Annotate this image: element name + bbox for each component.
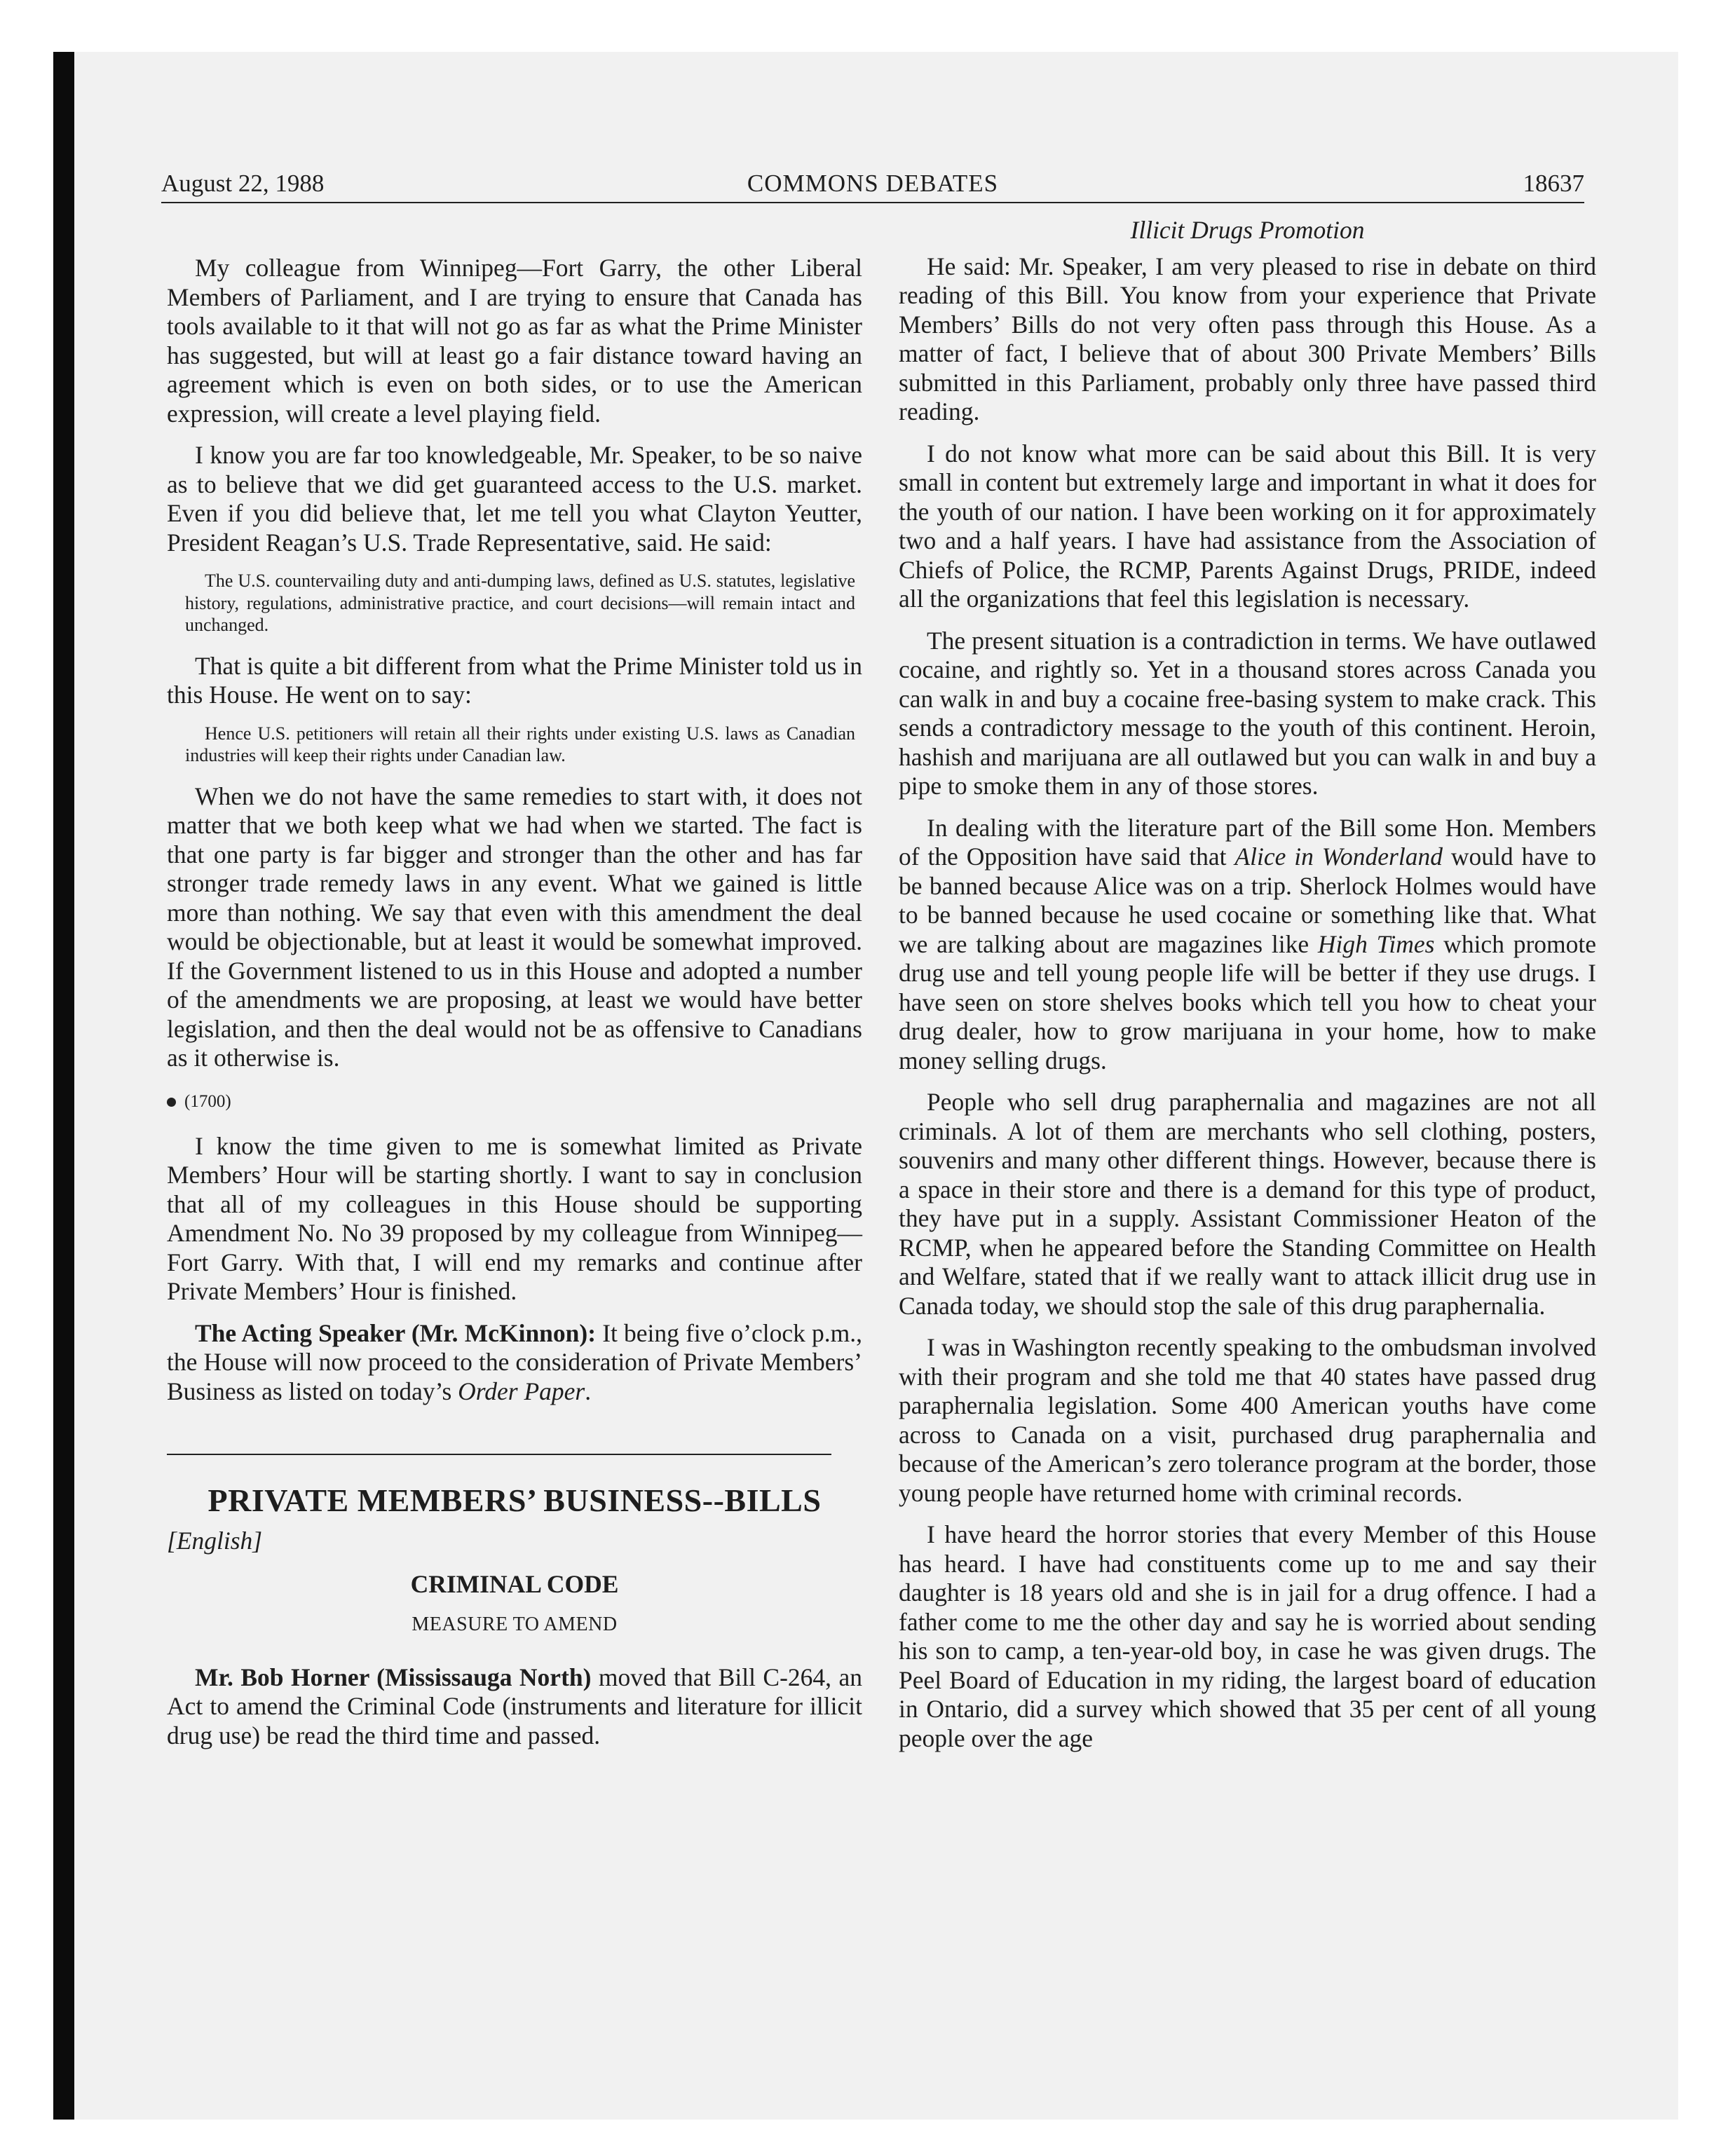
section-divider — [167, 1454, 831, 1455]
language-tag: [English] — [167, 1527, 263, 1555]
paragraph: The present situation is a contradiction in terms. We have outlawed cocaine, and rightly so. Yet in a thousand stores across Canada you can walk in and buy a cocaine free-basing system to make crack. This sends a contradictory message to the youth of this continent. Heroin, hashish and marijuana are all outlawed but you can walk in and buy a pipe to smoke them in any of those stores. — [899, 626, 1596, 800]
left-column — [167, 254, 862, 1763]
paragraph: He said: Mr. Speaker, I am very pleased to rise in debate on third reading of this Bill. You know from your experience that Private Members’ Bills do not very often pass through this House. As a matter of fact, I believe that of about 300 Private Members’ Bills submitted in this Parliament, probably only three have passed third reading. — [899, 252, 1596, 425]
bill-title: CRIMINAL CODE — [410, 1569, 619, 1598]
right-column — [899, 216, 1596, 1766]
paragraph: My colleague from Winnipeg—Fort Garry, the other Liberal Members of Parliament, and I are trying to ensure that Canada has tools available to it that will not go as far as what the Prime Minister has suggested, but will at least go a fair distance toward having an agreement which is even on both sides, or to use the American expression, will create a level playing field. — [167, 254, 862, 428]
speech-text: In dealing with the literature part of the Bill some Hon. Members of the Opposition have said that — [899, 813, 1596, 871]
paragraph: When we do not have the same remedies to start with, it does not matter that we both keep what we had when we started. The fact is that one party is far bigger and stronger than the other and has far stronger trade remedy laws in any event. What we gained is little more than nothing. We say that even with this amendment the deal would be objectionable, but at least it would be somewhat improved. If the Government listened to us in this House and adopted a number of the amendments we are proposing, at least we would have better legislation, and then the deal would not be as offensive to Canadians as it otherwise is. — [167, 782, 862, 1072]
speech-text: It being five o’clock p.m., the House will now proceed to the consideration of Private Members’ Business as listed on today’s — [167, 1318, 862, 1405]
block-quote: The U.S. countervailing duty and anti-dumping laws, defined as U.S. statutes, legislative history, regulations, administrative practice, and court decisions—will remain intact and unchanged. — [185, 571, 855, 635]
block-quote: Hence U.S. petitioners will retain all their rights under existing U.S. laws as Canadian industries will keep their rights under Canadian law. — [185, 723, 855, 765]
page-header — [161, 163, 1584, 203]
paragraph — [167, 1663, 862, 1751]
italic-text: High Times — [1317, 929, 1435, 958]
scan-edge-bar — [53, 52, 74, 2120]
paragraph: I know the time given to me is somewhat limited as Private Members’ Hour will be starting shortly. I want to say in conclusion that all of my colleagues in this House should be supporting Amendment No. No 39 proposed by my colleague from Winnipeg—Fort Garry. With that, I will end my remarks and continue after Private Members’ Hour is finished. — [167, 1131, 862, 1305]
speech-text: moved that Bill C-264, an Act to amend the Criminal Code (instruments and literature for illicit drug use) be read the third time and passed. — [167, 1663, 862, 1749]
italic-text: Alice in Wonderland — [1234, 842, 1443, 871]
time-marker — [167, 1091, 862, 1112]
speech-text: would have to be banned because Alice was on a trip. Sherlock Holmes would have to be banned because he used cocaine or something like that. What we are talking about are magazines like — [899, 842, 1596, 958]
paragraph: I do not know what more can be said about this Bill. It is very small in content but extremely large and important in what it does for the youth of our nation. I have been working on it for approximately two and a half years. I have had assistance from the Association of Chiefs of Police, the RCMP, Parents Against Drugs, PRIDE, indeed all the organizations that feel this legislation is necessary. — [899, 439, 1596, 613]
speaker-name: Mr. Bob Horner (Mississauga North) — [195, 1663, 592, 1691]
bill-subtitle: MEASURE TO AMEND — [411, 1613, 618, 1635]
header-page-number: 18637 — [1523, 170, 1584, 197]
section-heading: Illicit Drugs Promotion — [1130, 216, 1365, 244]
paragraph — [899, 814, 1596, 1076]
header-title: COMMONS DEBATES — [747, 170, 999, 197]
italic-text: Order Paper — [458, 1377, 585, 1405]
paragraph: I was in Washington recently speaking to the ombudsman involved with their program and she told me that 40 states have passed drug paraphernalia legislation. Some 400 American youths have come across to Canada on a visit, purchased drug paraphernalia and because of the American’s zero tolerance program at the border, those young people have returned home with criminal records. — [899, 1333, 1596, 1507]
paragraph: That is quite a bit different from what the Prime Minister told us in this House. He went on to say: — [167, 651, 862, 709]
paragraph: I have heard the horror stories that every Member of this House has heard. I have had constituents come up to me and say their daughter is 18 years old and she is in jail for a drug offence. I had a father come to me the other day and say he is worried about sending his son to camp, a ten-year-old boy, in case he was given drugs. The Peel Board of Education in my riding, the largest board of education in Ontario, did a survey which showed that 35 per cent of all young people over the age — [899, 1520, 1596, 1752]
speaker-name: The Acting Speaker (Mr. McKinnon): — [195, 1318, 597, 1347]
header-date: August 22, 1988 — [161, 170, 325, 197]
bullet-dot-icon — [167, 1098, 176, 1107]
paragraph — [167, 1319, 862, 1407]
paragraph: People who sell drug paraphernalia and magazines are not all criminals. A lot of them are merchants who sell clothing, posters, souvenirs and many other different things. However, because there is a space in their store and there is a demand for this type of product, they have put in a supply. Assistant Commissioner Heaton of the RCMP, when he appeared before the Standing Committee on Health and Welfare, stated that if we really want to attack illicit drug use in Canada today, we should stop the sale of this drug paraphernalia. — [899, 1088, 1596, 1320]
paragraph: I know you are far too knowledgeable, Mr. Speaker, to be so naive as to believe that we did get guaranteed access to the U.S. market. Even if you did believe that, let me tell you what Clayton Yeutter, President Reagan’s U.S. Trade Representative, said. He said: — [167, 441, 862, 557]
speech-text: . — [585, 1377, 592, 1405]
speech-text: which promote drug use and tell young people life will be better if they use drugs. I have seen on store shelves books which tell you how to cheat your drug dealer, how to grow marijuana in your home, how to make money selling drugs. — [899, 929, 1596, 1074]
section-title: PRIVATE MEMBERS’ BUSINESS--BILLS — [207, 1482, 822, 1518]
time-marker-text: (1700) — [184, 1091, 231, 1111]
